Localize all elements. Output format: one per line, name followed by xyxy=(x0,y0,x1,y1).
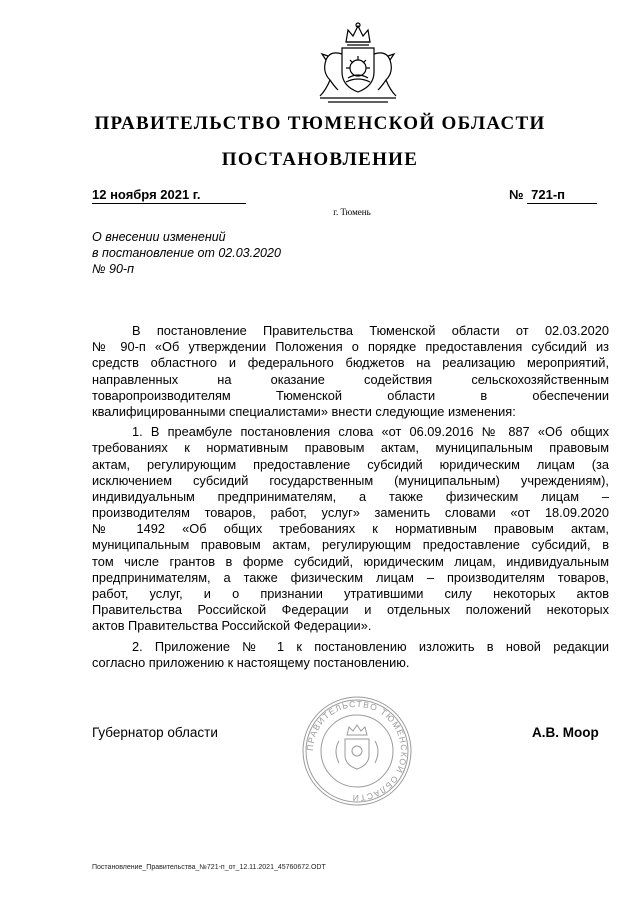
body-line: квалифицированными специалистами» внести следующие изменения: xyxy=(92,403,516,419)
body-line: производителям товаров, работ, услуг» заменить словами «от 18.09.2020 xyxy=(92,505,609,521)
body-line: товаропроизводителям Тюменской области в обеспечении xyxy=(92,387,609,403)
body-line: 1. В преамбуле постановления слова «от 06.09.2016 № 887 «Об общих xyxy=(132,424,609,440)
city-label: г. Тюмень xyxy=(333,207,371,217)
body-line: В постановление Правительства Тюменской области от 02.03.2020 xyxy=(132,323,609,338)
document-number-field xyxy=(509,186,604,204)
body-line: муниципальным правовым актам, регулирующим предоставление субсидий, в xyxy=(92,537,609,553)
body-line: направленных на оказание содействия сельскохозяйственным xyxy=(92,371,609,387)
paragraph-item-1 xyxy=(92,424,609,634)
body-line: Правительства Российской Федерации и отдельных положений некоторых xyxy=(92,602,609,618)
body-line: требованиях к нормативным правовым актам, муниципальным правовым xyxy=(92,440,609,456)
body-line: № 90-п «Об утверждении Положения о порядке предоставления субсидий из xyxy=(92,339,609,355)
body-line: работ, услуг, и о признании утратившими силу некоторых актов xyxy=(92,586,609,601)
body-line: исключением субсидий государственным (муниципальным) учреждениям), xyxy=(92,472,609,488)
body-line: индивидуальным предпринимателям, а также физическим лицам – xyxy=(92,488,609,504)
seal-ring-text: ПРАВИТЕЛЬСТВО ТЮМЕНСКОЙ ОБЛАСТИ xyxy=(304,698,410,804)
document-number: 721-п xyxy=(531,187,565,202)
government-title: ПРАВИТЕЛЬСТВО ТЮМЕНСКОЙ ОБЛАСТИ xyxy=(94,113,546,134)
file-footer: Постановление_Правительства_№721-п_от_12.11.2021_45760672.ODT xyxy=(92,864,326,871)
signatory-position: Губернатор области xyxy=(92,725,218,740)
body-line: предпринимателям, а также физическим лицам – производителям товаров, xyxy=(92,569,609,585)
body-line: том числе грантов в форме субсидий, юридическим лицам, индивидуальным xyxy=(92,553,609,569)
document-body xyxy=(92,323,609,671)
body-line: согласно приложению к настоящему постановлению. xyxy=(92,654,410,670)
subject-block xyxy=(92,229,352,277)
document-date: 12 ноября 2021 г. xyxy=(92,186,246,204)
body-line: № 1492 «Об общих требованиях к нормативным правовым актам, xyxy=(92,521,609,537)
body-line: актов Правительства Российской Федерации». xyxy=(92,618,372,634)
body-line: актам, регулирующим предоставление субсидий юридическим лицам (за xyxy=(92,456,609,472)
subject-line: № 90-п xyxy=(92,262,134,276)
official-seal-stamp xyxy=(301,695,413,807)
number-sign: № xyxy=(509,187,524,202)
subject-line: в постановление от 02.03.2020 xyxy=(92,246,281,260)
subject-line: О внесении изменений xyxy=(92,230,226,244)
paragraph-preamble xyxy=(92,323,609,420)
paragraph-item-2 xyxy=(92,639,609,671)
signatory-name: А.В. Моор xyxy=(532,725,599,740)
document-type-title: ПОСТАНОВЛЕНИЕ xyxy=(221,149,419,170)
body-line: 2. Приложение № 1 к постановлению изложить в новой редакции xyxy=(132,638,609,654)
coat-of-arms-emblem xyxy=(312,20,404,106)
body-line: средств областного и федерального бюджетов на реализацию мероприятий, xyxy=(92,355,609,371)
